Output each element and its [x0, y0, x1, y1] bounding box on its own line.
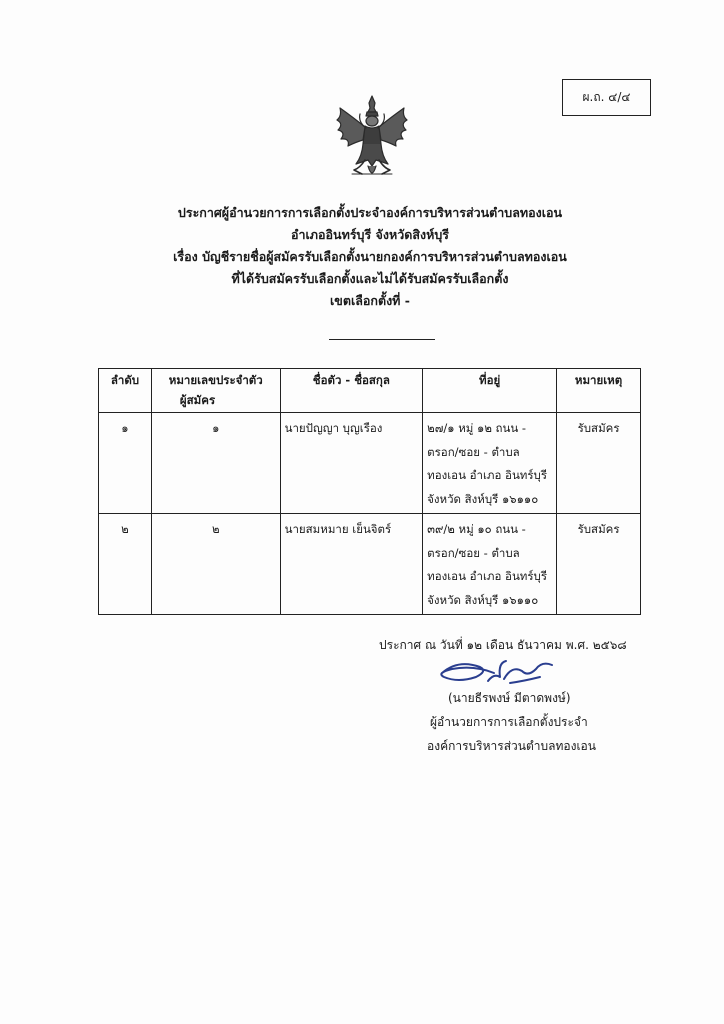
candidates-table: [98, 368, 641, 615]
signatory-block: [400, 686, 640, 758]
table-row: [99, 413, 641, 514]
address-line: ๒๗/๑ หมู่ ๑๒ ถนน -: [427, 421, 527, 435]
header-line-3: เรื่อง บัญชีรายชื่อผู้สมัครรับเลือกตั้งนายกองค์การบริหารส่วนตำบลทองเอน: [173, 249, 567, 264]
announcement-header: [120, 202, 620, 312]
header-name: ชื่อตัว - ชื่อสกุล: [280, 369, 423, 413]
cell-name: นายปัญญา บุญเรือง: [280, 413, 423, 514]
cell-address: [423, 413, 557, 514]
header-number-line-1: หมายเลขประจำตัว: [168, 373, 263, 387]
header-divider: [329, 339, 435, 340]
form-code-box: [562, 79, 651, 116]
header-number-line-2: ผู้สมัคร: [179, 393, 216, 407]
header-line-2: อำเภออินทร์บุรี จังหวัดสิงห์บุรี: [291, 227, 449, 242]
cell-candidate-number: ๒: [151, 514, 280, 615]
address-line: ๓๙/๒ หมู่ ๑๐ ถนน -: [427, 522, 526, 536]
table-header-row: [99, 369, 641, 413]
address-line: ตรอก/ซอย - ตำบล: [427, 444, 520, 459]
header-line-1: ประกาศผู้อำนวยการการเลือกตั้งประจำองค์การบริหารส่วนตำบลทองเอน: [177, 205, 563, 220]
cell-address: [423, 514, 557, 615]
header-note: หมายเหตุ: [557, 369, 641, 413]
signatory-title-line-2: องค์การบริหารส่วนตำบลทองเอน: [427, 739, 596, 753]
signatory-title-line-1: ผู้อำนวยการการเลือกตั้งประจำ: [430, 715, 588, 729]
address-line: ทองเอน อำเภอ อินทร์บุรี: [427, 468, 548, 482]
cell-no: ๑: [99, 413, 152, 514]
address-line: ทองเอน อำเภอ อินทร์บุรี: [427, 569, 548, 583]
header-line-4: ที่ได้รับสมัครรับเลือกตั้งและไม่ได้รับสมัครรับเลือกตั้ง: [231, 271, 509, 286]
signatory-name: (นายธีรพงษ์ มีตาดพงษ์): [448, 691, 571, 705]
header-no: ลำดับ: [99, 369, 152, 413]
address-line: จังหวัด สิงห์บุรี ๑๖๑๑๐: [427, 592, 539, 607]
handwritten-signature-icon: [428, 651, 568, 691]
announcement-date: ประกาศ ณ วันที่ ๑๒ เดือน ธันวาคม พ.ศ. ๒๕๖๘: [379, 638, 627, 652]
cell-name: นายสมหมาย เย็นจิตร์: [280, 514, 423, 615]
header-candidate-number: [151, 369, 280, 413]
cell-note: รับสมัคร: [557, 413, 641, 514]
cell-note: รับสมัคร: [557, 514, 641, 615]
header-address: ที่อยู่: [423, 369, 557, 413]
garuda-emblem-icon: [332, 94, 412, 182]
table-row: [99, 514, 641, 615]
address-line: ตรอก/ซอย - ตำบล: [427, 545, 520, 560]
form-code: ผ.ถ. ๔/๔: [582, 90, 631, 104]
address-line: จังหวัด สิงห์บุรี ๑๖๑๑๐: [427, 491, 539, 506]
header-line-5: เขตเลือกตั้งที่ -: [330, 293, 410, 308]
cell-no: ๒: [99, 514, 152, 615]
cell-candidate-number: ๑: [151, 413, 280, 514]
